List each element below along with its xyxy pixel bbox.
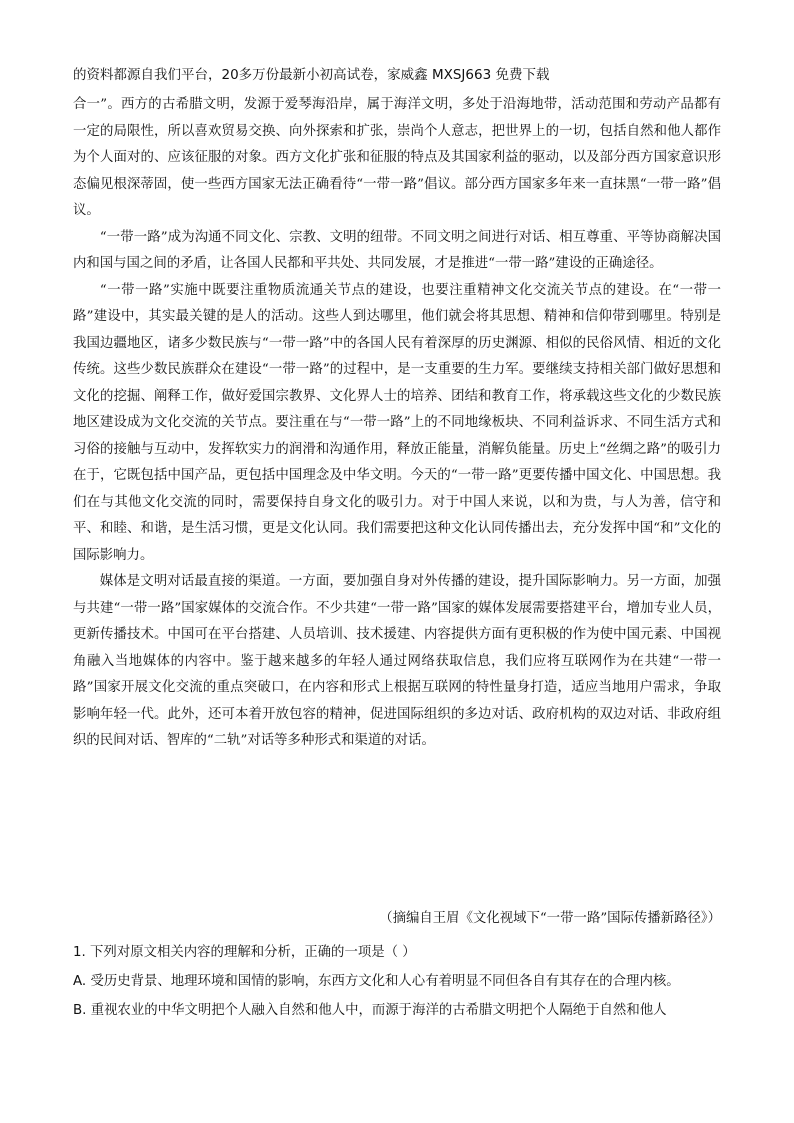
paragraph: 媒体是文明对话最直接的渠道。一方面，要加强自身对外传播的建设，提升国际影响力。另一方面，加强与共建“一带一路”国家媒体的交流合作。不少共建“一带一路”国家的媒体发展需要搭建平台，增加专业人员，更新传播技术。中国可在平台搭建、人员培训、技术援建、内容提供方面有更积极的作为使中国元素、中国视角融入当地媒体的内容中。鉴于越来越多的年轻人通过网络获取信息，我们应将互联网作为在共建“一带一路”国家开展文化交流的重点突破口，在内容和形式上根据互联网的特性量身打造，适应当地用户需求，争取影响年轻一代。此外，还可本着开放包容的精神，促进国际组织的多边对话、政府机构的双边对话、非政府组织的民间对话、智库的“二轨”对话等多种形式和渠道的对话。 xyxy=(73,574,721,748)
paragraph: “一带一路”实施中既要注重物质流通关节点的建设，也要注重精神文化交流关节点的建设。在“一带一路”建设中，其实最关键的是人的活动。这些人到达哪里，他们就会将其思想、精神和信仰带到哪里。特别是我国边疆地区，诸多少数民族与“一带一路”中的各国人民有着深厚的历史渊源、相似的民俗风情、相近的文化传统。这些少数民族群众在建设“一带一路”的过程中，是一支重要的生力军。要继续支持相关部门做好思想和文化的挖掘、阐释工作，做好爱国宗教界、文化界人士的培养、团结和教育工作，将承载这些文化的少数民族地区建设成为文化交流的关节点。要注重在与“一带一路”上的不同地缘板块、不同利益诉求、不同生活方式和习俗的接触与互动中，发挥软实力的润滑和沟通作用，释放正能量，消解负能量。历史上“丝绸之路”的吸引力在于，它既包括中国产品，更包括中国理念及中华文明。今天的“一带一路”更要传播中国文化、中国思想。我们在与其他文化交流的同时，需要保持自身文化的吸引力。对于中国人来说，以和为贵，与人为善，信守和平、和睦、和谐，是生活习惯，更是文化认同。我们需要把这种文化认同传播出去，充分发挥中国“和”文化的国际影响力。 xyxy=(73,282,721,563)
question-option-a: A. 受历史背景、地理环境和国情的影响，东西方文化和人心有着明显不同但各自有其存在的合理内核。 xyxy=(73,974,680,989)
question-option-b: B. 重视农业的中华文明把个人融入自然和他人中，而源于海洋的古希腊文明把个人隔绝于自然和他人 xyxy=(73,1003,667,1018)
question-stem: 1. 下列对原文相关内容的理解和分析，正确的一项是（ ） xyxy=(73,945,416,960)
article-source: （摘编自王眉《文化视域下“一带一路”国际传播新路径》） xyxy=(379,911,721,926)
paragraph-continued: 合一”。西方的古希腊文明，发源于爱琴海沿岸，属于海洋文明，多处于沿海地带，活动范围和劳动产品都有一定的局限性，所以喜欢贸易交换、向外探索和扩张，崇尚个人意志，把世界上的一切，包括自然和他人都作为个人面对的、应该征服的对象。西方文化扩张和征服的特点及其国家利益的驱动，以及部分西方国家意识形态偏见根深蒂固，使一些西方国家无法正确看待“一带一路”倡议。部分西方国家多年来一直抹黑“一带一路”倡议。 xyxy=(73,97,721,218)
question-block xyxy=(73,938,733,1025)
paragraph: “一带一路”成为沟通不同文化、宗教、文明的纽带。不同文明之间进行对话、相互尊重、平等协商解决国内和国与国之间的矛盾，让各国人民都和平共处、共同发展，才是推进“一带一路”建设的正确途径。 xyxy=(73,229,721,271)
page-header: 的资料都源自我们平台，20多万份最新小初高试卷，家威鑫 MXSJ663 免费下载 xyxy=(73,67,550,83)
article-body xyxy=(73,92,721,755)
